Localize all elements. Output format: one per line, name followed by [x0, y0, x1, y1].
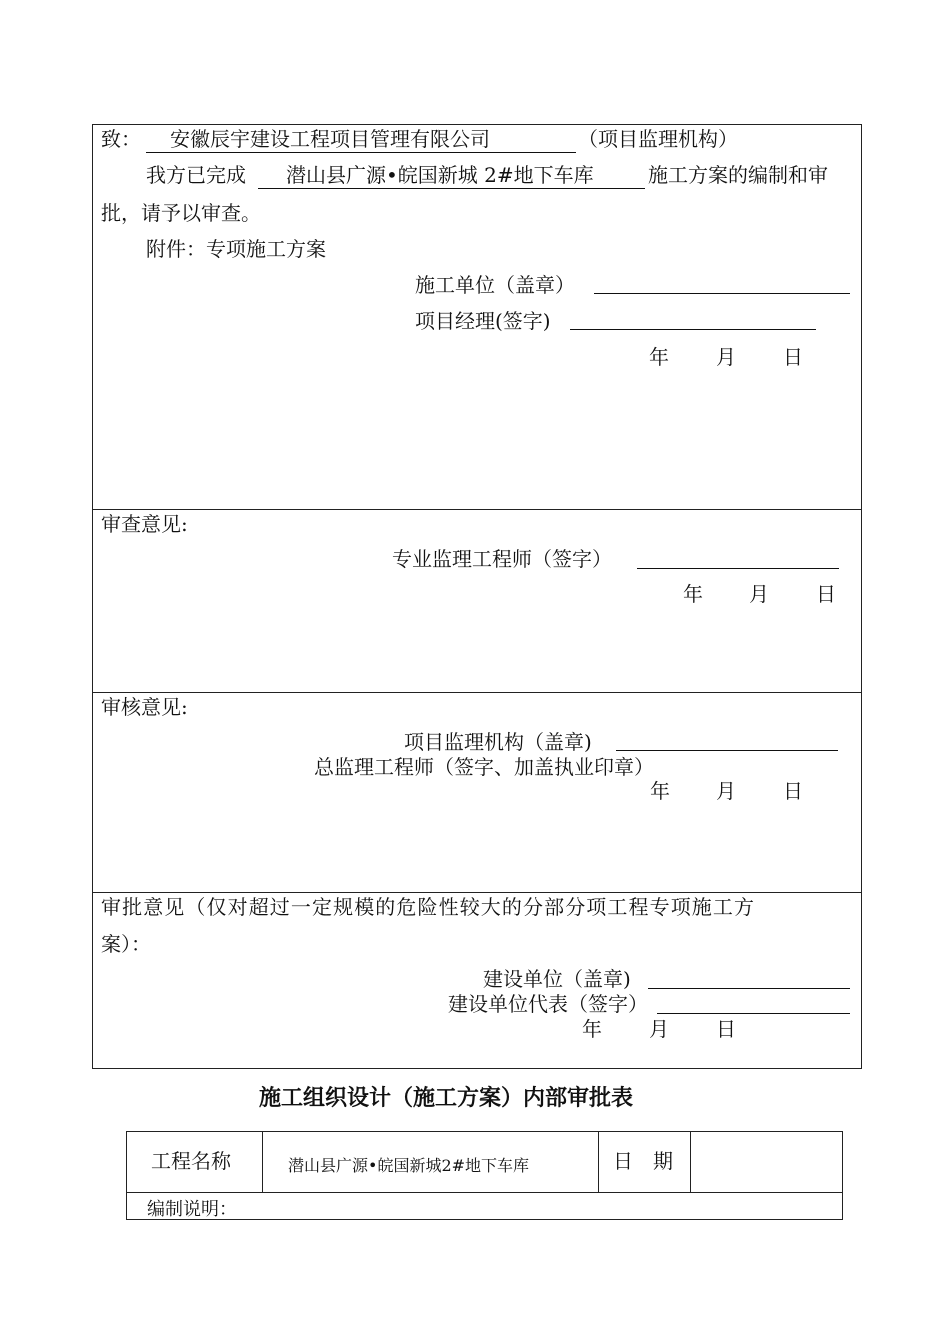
review-date-year: 年 [683, 582, 703, 606]
review-date-month: 月 [749, 582, 769, 606]
audit-label: 审核意见: [101, 695, 188, 719]
form-date-day: 日 [783, 345, 803, 369]
section-divider-audit [92, 692, 862, 693]
form-date-year: 年 [649, 345, 669, 369]
approval-date-month: 月 [649, 1017, 669, 1041]
audit-org-signature-line [616, 750, 838, 751]
project-manager-signature-line [570, 329, 816, 330]
internal-notes-label: 编制说明： [147, 1199, 237, 1220]
audit-org-label: 项目监理机构（盖章) [404, 730, 592, 754]
to-label: 致： [101, 127, 141, 151]
audit-chief-label: 总监理工程师（签字、加盖执业印章） [314, 755, 654, 779]
line1-suffix: 施工方案的编制和审 [648, 163, 828, 187]
to-suffix: （项目监理机构） [578, 127, 738, 151]
form-date-month: 月 [716, 345, 736, 369]
line1-prefix: 我方已完成 [146, 163, 246, 187]
internal-row-divider [126, 1192, 843, 1193]
internal-title: 施工组织设计（施工方案）内部审批表 [259, 1086, 634, 1111]
internal-date-label: 日 期 [613, 1149, 673, 1173]
internal-name-label: 工程名称 [151, 1149, 231, 1173]
section-divider-approval [92, 892, 862, 893]
attachment-label: 附件：专项施工方案 [146, 237, 326, 261]
project-name [258, 163, 645, 189]
to-org-text: 安徽辰宇建设工程项目管理有限公司 [170, 127, 490, 151]
review-label: 审查意见: [101, 512, 188, 536]
internal-name-value: 潜山县广源•皖国新城2#地下车库 [288, 1156, 530, 1175]
approval-form-table [92, 124, 862, 1069]
approval-rep-label: 建设单位代表（签字） [448, 992, 648, 1016]
line2: 批，请予以审查。 [101, 201, 261, 225]
section-divider-review [92, 509, 862, 510]
review-date-day: 日 [816, 582, 836, 606]
audit-date-day: 日 [783, 779, 803, 803]
approval-label-line1: 审批意见（仅对超过一定规模的危险性较大的分部分项工程专项施工方 [101, 895, 756, 919]
audit-date-month: 月 [716, 779, 736, 803]
review-engineer-label: 专业监理工程师（签字） [392, 547, 612, 571]
review-signature-line [637, 568, 839, 569]
approval-date-year: 年 [582, 1017, 602, 1041]
construction-unit-signature-line [594, 293, 850, 294]
project-manager-label: 项目经理(签字) [415, 309, 551, 333]
audit-date-year: 年 [650, 779, 670, 803]
internal-col-divider-2 [598, 1131, 599, 1192]
approval-unit-signature-line [648, 988, 850, 989]
approval-label-line2: 案）： [101, 932, 151, 956]
internal-col-divider-3 [690, 1131, 691, 1192]
to-org [146, 127, 576, 153]
project-name-text: 潜山县广源•皖国新城 2#地下车库 [286, 163, 594, 187]
approval-unit-label: 建设单位（盖章) [483, 967, 631, 991]
construction-unit-label: 施工单位（盖章） [415, 273, 575, 297]
approval-rep-signature-line [657, 1013, 850, 1014]
internal-col-divider-1 [262, 1131, 263, 1192]
approval-date-day: 日 [716, 1017, 736, 1041]
